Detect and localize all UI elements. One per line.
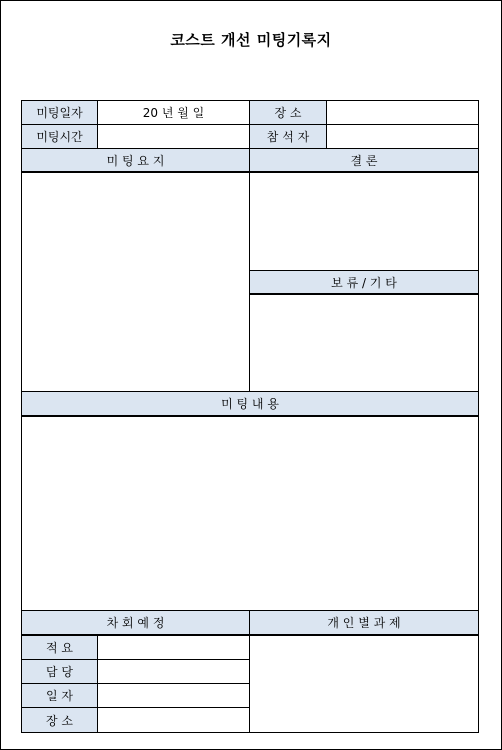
next-place-value[interactable] xyxy=(97,707,250,733)
attendees-value[interactable] xyxy=(326,124,479,149)
meeting-date-label: 미팅일자 xyxy=(21,100,98,125)
individual-tasks-header: 개 인 별 과 제 xyxy=(249,610,479,636)
meeting-content-header: 미 팅 내 용 xyxy=(21,391,479,417)
attendees-label: 참 석 자 xyxy=(249,124,327,149)
summary-item-value[interactable] xyxy=(97,635,250,660)
next-date-value[interactable] xyxy=(97,683,250,708)
next-date-label: 일 자 xyxy=(21,683,98,708)
meeting-content-area[interactable] xyxy=(21,416,479,611)
conclusion-header: 결 론 xyxy=(249,148,479,173)
person-in-charge-label: 담 당 xyxy=(21,659,98,684)
summary-item-label: 적 요 xyxy=(21,635,98,660)
meeting-date-value[interactable]: 20 년 월 일 xyxy=(97,100,250,125)
next-place-label: 장 소 xyxy=(21,707,98,733)
place-value[interactable] xyxy=(326,100,479,125)
page-title: 코스트 개선 미팅기록지 xyxy=(170,31,332,49)
pending-other-area[interactable] xyxy=(249,294,479,392)
meeting-time-value[interactable] xyxy=(97,124,250,149)
meeting-summary-header: 미 팅 요 지 xyxy=(21,148,250,173)
place-label: 장 소 xyxy=(249,100,327,125)
person-in-charge-value[interactable] xyxy=(97,659,250,684)
individual-tasks-area[interactable] xyxy=(249,635,479,733)
pending-other-header: 보 류 / 기 타 xyxy=(249,270,479,295)
next-meeting-plan-header: 차 회 예 정 xyxy=(21,610,250,636)
meeting-time-label: 미팅시간 xyxy=(21,124,98,149)
conclusion-area[interactable] xyxy=(249,172,479,271)
meeting-summary-area[interactable] xyxy=(21,172,250,392)
